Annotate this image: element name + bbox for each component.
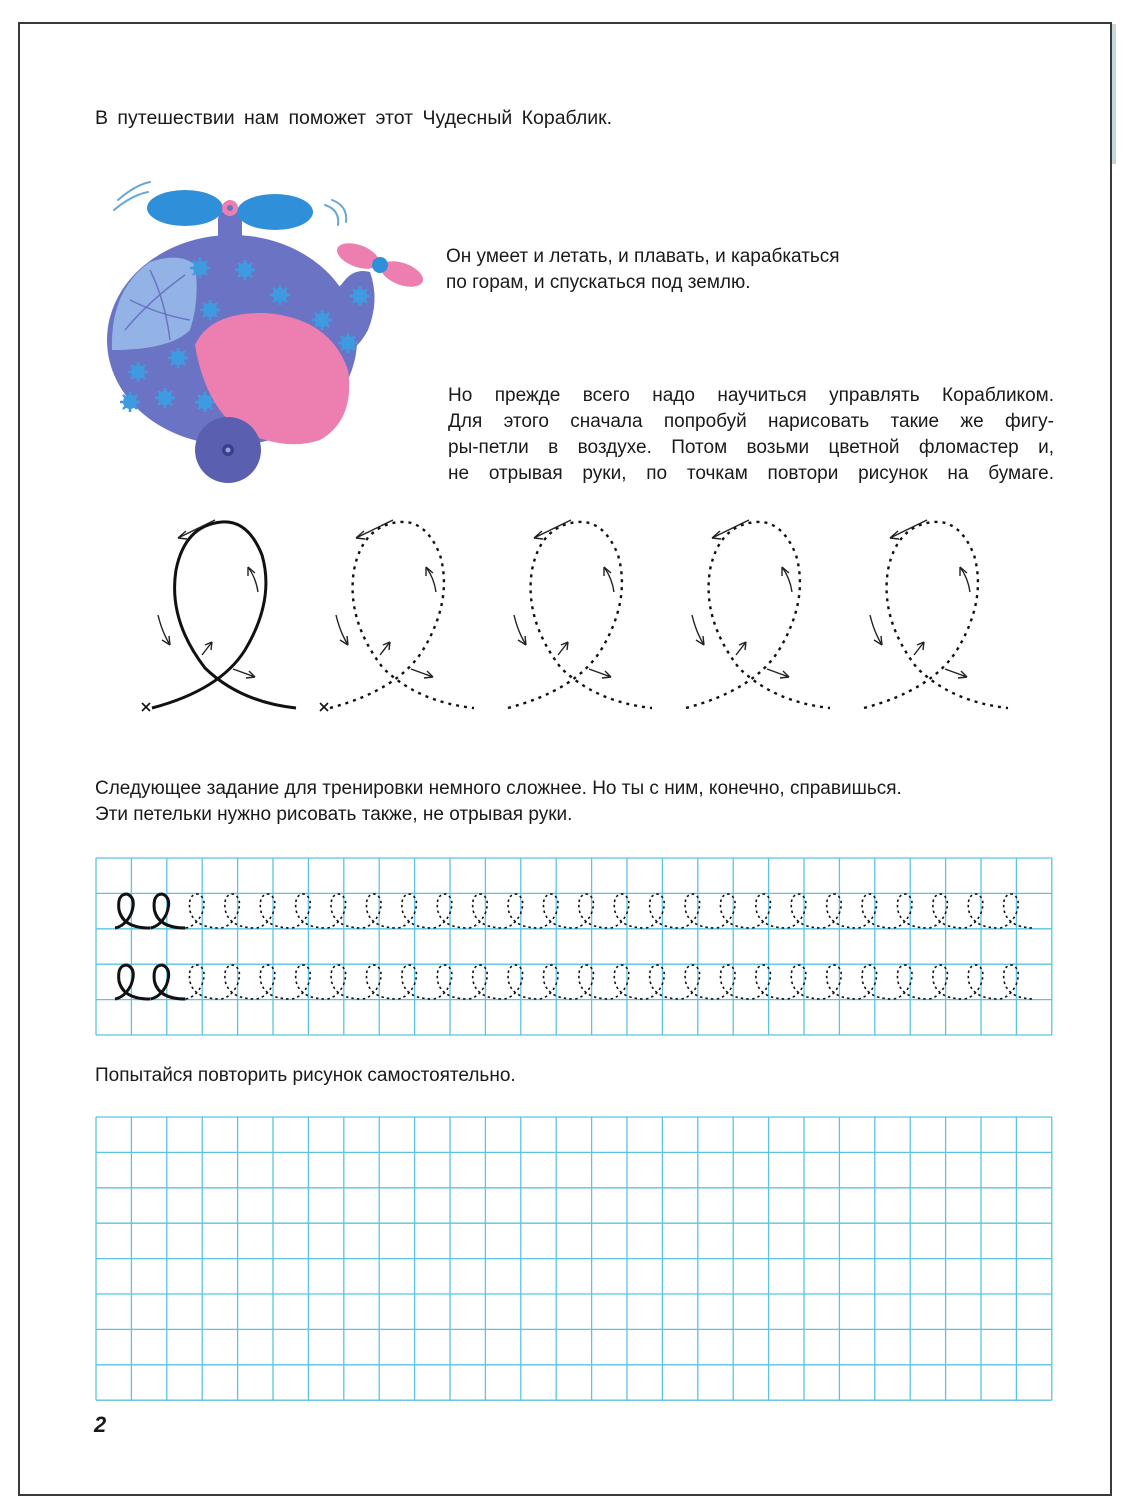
skills-line-1: Он умеет и летать, и плавать, и карабкаться [446, 246, 840, 267]
instruction-line-3: ры-петли в воздухе. Потом возьми цветной фломастер и, [448, 437, 1054, 458]
page-edge [1112, 24, 1116, 164]
skills-line-2: по горам, и спускаться под землю. [446, 272, 751, 293]
instruction-line-1: Но прежде всего надо научиться управлять Корабликом. [448, 385, 1054, 406]
next-task-line-2: Эти петельки нужно рисовать также, не отрывая руки. [95, 804, 573, 825]
try-text: Попытайся повторить рисунок самостоятельно. [95, 1065, 516, 1086]
next-task-line-1: Следующее задание для тренировки немного сложнее. Но ты с ним, конечно, справишься. [95, 778, 902, 799]
next-task-text [95, 776, 902, 828]
instruction-line-4: не отрывая руки, по точкам повтори рисунок на бумаге. [448, 463, 1054, 484]
instruction-text [448, 383, 1054, 487]
page-number: 2 [94, 1412, 107, 1437]
intro-text: В путешествии нам поможет этот Чудесный Кораблик. [95, 107, 613, 129]
skills-text [446, 244, 840, 296]
instruction-line-2: Для этого сначала попробуй нарисовать такие же фигу- [448, 411, 1054, 432]
